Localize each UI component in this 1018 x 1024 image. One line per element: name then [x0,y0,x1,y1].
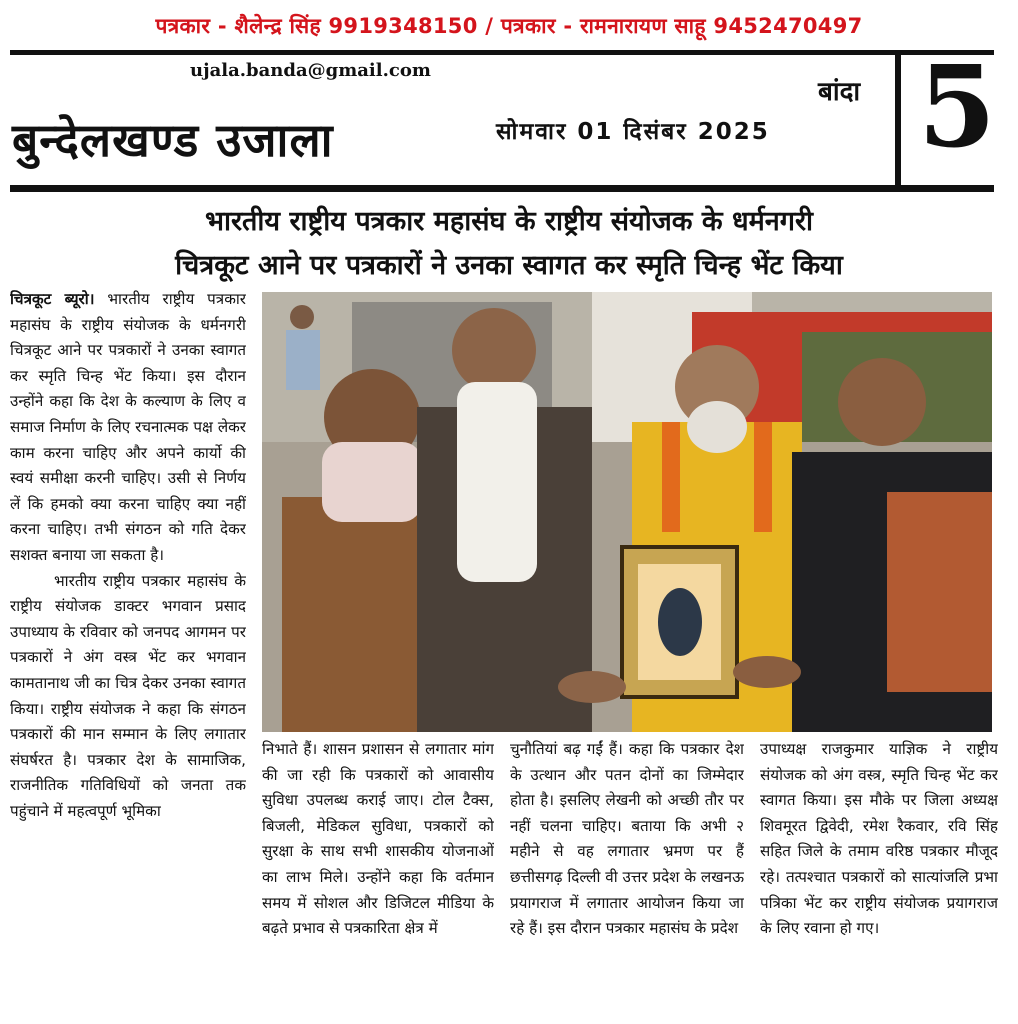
article-photo [262,292,992,732]
photo-illustration [262,292,992,732]
headline-line-2: चित्रकूट आने पर पत्रकारों ने उनका स्वागत कर स्मृति चिन्ह भेंट किया [175,250,843,281]
contact-line: पत्रकार - शैलेन्द्र सिंह 9919348150 / पत्रकार - रामनारायण साहू 9452470497 [155,14,863,38]
headline-line-1: भारतीय राष्ट्रीय पत्रकार महासंघ के राष्ट्रीय संयोजक के धर्मनगरी [205,206,813,237]
column-3-text: चुनौतियां बढ़ गईं हैं। कहा कि पत्रकार देश के उत्थान और पतन दोनों का जिम्मेदार होता है। इसलिए लेखनी को अच्छी तौर पर नहीं चलना चाहिए। बताया कि अभी २ महीने से वह लगातार भ्रमण पर हैं छत्तीसगढ़ दिल्ली वी उत्तर प्रदेश के लखनऊ प्रयागराज में लगातार आयोजन किया जा रहे हैं। इस दौरान पत्रकार महासंघ के प्रदेश [510,740,744,938]
top-rule [10,50,994,55]
issue-date: सोमवार 01 दिसंबर 2025 [496,119,770,145]
edition-city: बांदा [818,77,861,107]
header-divider [895,55,901,185]
column-1-paragraph-1: भारतीय राष्ट्रीय पत्रकार महासंघ के राष्ट्रीय संयोजक के धर्मनगरी चित्रकूट आने पर पत्रकारों ने उनका स्वागत कर स्मृति चिन्ह भेंट किया। इस दौरान उन्होंने कहा कि देश के कल्याण के लिए व समाज निर्माण के लिए रचनात्मक पक्ष लेकर काम करना चाहिए और अपने कार्यो की स्वयं समीक्षा करनी चाहिए। उसी से निर्णय लें कि हमको क्या करना चाहिए क्या नहीं करना चाहिए। तभी संगठन को गति देकर सशक्त बनाया जा सकता है। [10,290,246,564]
newspaper-masthead: बुन्देलखण्ड उजाला [12,113,334,167]
column-1-paragraph-2: भारतीय राष्ट्रीय पत्रकार महासंघ के राष्ट्रीय संयोजक डाक्टर भगवान प्रसाद उपाध्याय के रविवार को जनपद आगमन पर पत्रकारों ने अंग वस्त्र भेंट कर भगवान कामतानाथ जी का चित्र देकर उनका स्वागत किया। राष्ट्रीय संयोजक ने कहा कि संगठन पत्रकारों की मान सम्मान के लिए लगातार संघर्षरत है। पत्रकार देश के सामाजिक, राजनीतिक गतिविधियों को जनता तक पहुंचाने में महत्वपूर्ण भूमिका [10,571,246,820]
email-address: ujala.banda@gmail.com [190,60,431,81]
page-number: 5 [918,42,996,173]
article-column-4 [760,737,998,1024]
column-4-text: उपाध्यक्ष राजकुमार याज्ञिक ने राष्ट्रीय संयोजक को अंग वस्त्र, स्मृति चिन्ह भेंट कर स्वागत किया। इस मौके पर जिला अध्यक्ष शिवमूरत द्विवेदी, रमेश रैकवार, रवि सिंह सहित जिले के तमाम वरिष्ठ पत्रकार मौजूद रहे। तत्पश्चात पत्रकारों को सात्यांजलि प्रभा पत्रिका भेंट कर राष्ट्रीय संयोजक प्रयागराज के लिए रवाना हो गए। [760,740,998,938]
byline: चित्रकूट ब्यूरो। [10,290,95,308]
article-column-2 [262,737,494,1024]
article-headline [10,200,1008,288]
article-column-1 [10,287,246,1024]
masthead-rule [10,185,994,192]
column-2-text: निभाते हैं। शासन प्रशासन से लगातार मांग की जा रही कि पत्रकारों को आवासीय सुविधा उपलब्ध कराई जाए। टोल टैक्स, बिजली, मेडिकल सुविधा, पत्रकारों को सुरक्षा के साथ सभी शासकीय योजनाओं का लाभ मिले। उन्होंने कहा कि वर्तमान समय में सोशल और डिजिटल मीडिया के बढ़ते प्रभाव से पत्रकारिता क्षेत्र में [262,740,494,938]
article-column-3 [510,737,744,1024]
